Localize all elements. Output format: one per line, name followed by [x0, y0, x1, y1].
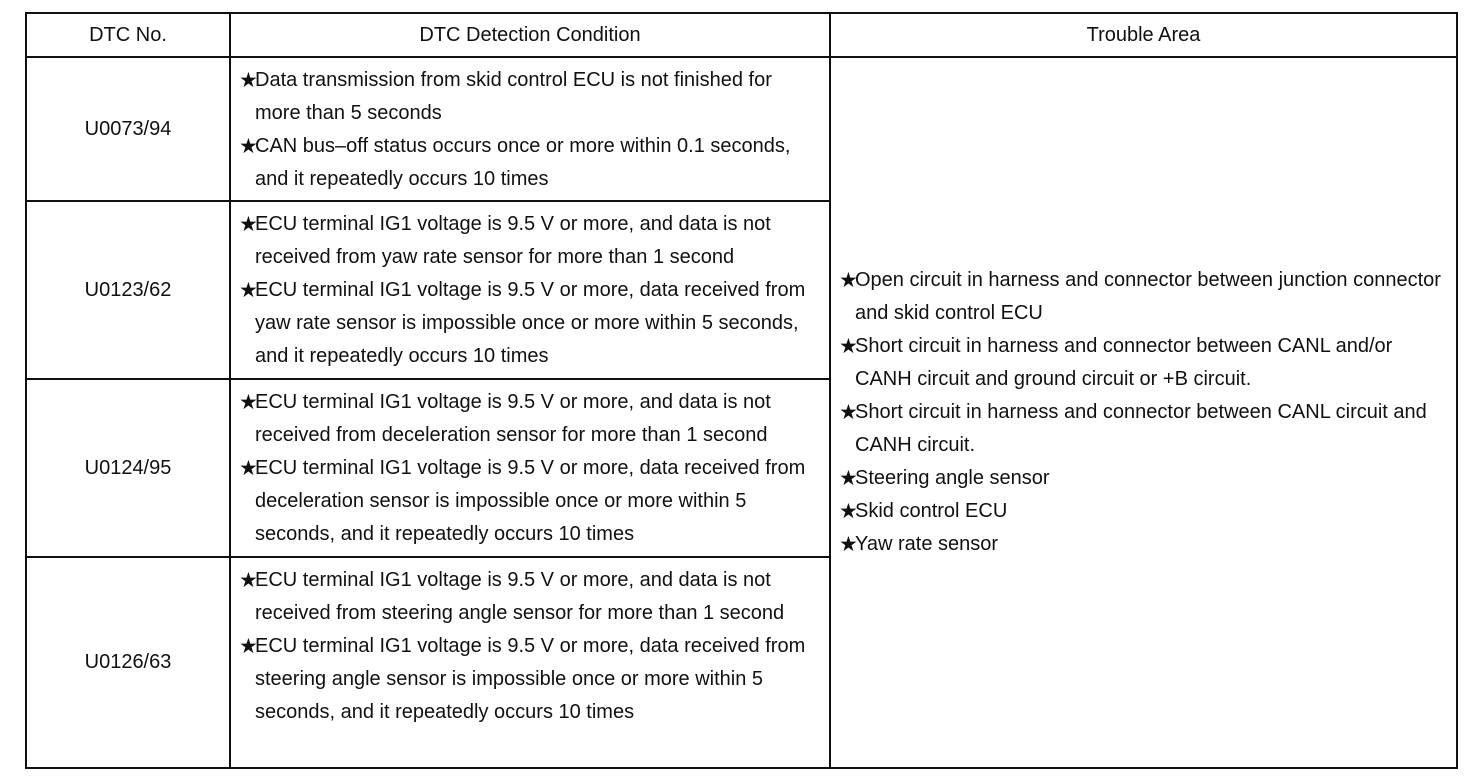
trouble-item: ★ Yaw rate sensor — [841, 528, 1444, 561]
header-trouble-area: Trouble Area — [830, 13, 1457, 57]
header-detection-condition: DTC Detection Condition — [230, 13, 830, 57]
star-bullet-icon: ★ — [839, 500, 858, 523]
condition-item: ★ ECU terminal IG1 voltage is 9.5 V or more, data received from steering angle sensor is impossible once or more within 5 seconds, and it repeatedly occurs 10 times — [241, 630, 821, 729]
star-bullet-icon: ★ — [839, 467, 858, 490]
trouble-item: ★ Open circuit in harness and connector between junction connector and skid control ECU — [841, 264, 1444, 330]
star-bullet-icon: ★ — [239, 69, 258, 92]
dtc-code: U0126/63 — [26, 557, 230, 768]
dtc-code: U0123/62 — [26, 201, 230, 379]
detection-condition-cell — [230, 557, 830, 768]
condition-item: ★ CAN bus–off status occurs once or more within 0.1 seconds, and it repeatedly occurs 10 times — [241, 130, 821, 196]
star-bullet-icon: ★ — [239, 135, 258, 158]
dtc-code: U0124/95 — [26, 379, 230, 557]
star-bullet-icon: ★ — [839, 269, 858, 292]
condition-item: ★ Data transmission from skid control ECU is not finished for more than 5 seconds — [241, 64, 821, 130]
star-bullet-icon: ★ — [839, 401, 858, 424]
condition-item: ★ ECU terminal IG1 voltage is 9.5 V or more, data received from deceleration sensor is impossible once or more within 5 seconds, and it repeatedly occurs 10 times — [241, 452, 821, 551]
star-bullet-icon: ★ — [239, 457, 258, 480]
detection-condition-cell — [230, 201, 830, 379]
trouble-item: ★ Short circuit in harness and connector between CANL and/or CANH circuit and ground circuit or +B circuit. — [841, 330, 1444, 396]
star-bullet-icon: ★ — [239, 213, 258, 236]
condition-item: ★ ECU terminal IG1 voltage is 9.5 V or more, and data is not received from deceleration sensor for more than 1 second — [241, 386, 821, 452]
trouble-item: ★ Short circuit in harness and connector between CANL circuit and CANH circuit. — [841, 396, 1444, 462]
condition-item: ★ ECU terminal IG1 voltage is 9.5 V or more, and data is not received from steering angle sensor for more than 1 second — [241, 564, 821, 630]
dtc-table — [25, 12, 1458, 769]
dtc-code: U0073/94 — [26, 57, 230, 201]
star-bullet-icon: ★ — [839, 335, 858, 358]
trouble-item: ★ Steering angle sensor — [841, 462, 1444, 495]
star-bullet-icon: ★ — [239, 279, 258, 302]
condition-item: ★ ECU terminal IG1 voltage is 9.5 V or more, data received from yaw rate sensor is impossible once or more within 5 seconds, and it repeatedly occurs 10 times — [241, 274, 821, 373]
trouble-area-cell — [830, 57, 1457, 768]
star-bullet-icon: ★ — [839, 533, 858, 556]
trouble-item: ★ Skid control ECU — [841, 495, 1444, 528]
condition-item: ★ ECU terminal IG1 voltage is 9.5 V or more, and data is not received from yaw rate sensor for more than 1 second — [241, 208, 821, 274]
star-bullet-icon: ★ — [239, 391, 258, 414]
detection-condition-cell — [230, 379, 830, 557]
star-bullet-icon: ★ — [239, 569, 258, 592]
header-dtc-no: DTC No. — [26, 13, 230, 57]
table-row — [26, 57, 1457, 201]
table-header-row — [26, 13, 1457, 57]
detection-condition-cell — [230, 57, 830, 201]
star-bullet-icon: ★ — [239, 635, 258, 658]
dtc-table-container — [25, 12, 1456, 761]
